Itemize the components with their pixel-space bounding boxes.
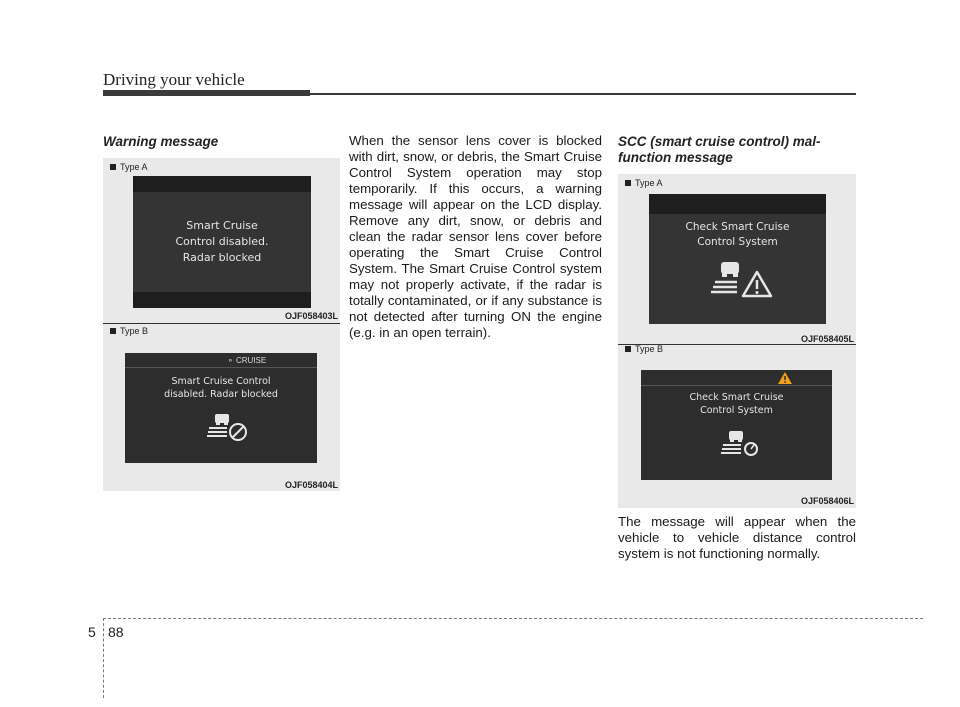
footer-rule bbox=[103, 618, 923, 619]
lcd-message bbox=[641, 391, 832, 417]
cruise-status-label: CRUISE bbox=[235, 356, 267, 365]
page-number: 88 bbox=[108, 624, 124, 640]
lcd-screen-type-b bbox=[641, 370, 832, 480]
type-b-text: Type B bbox=[635, 344, 664, 354]
lcd-message-line: Check Smart Cruise bbox=[689, 392, 784, 403]
figure-divider bbox=[103, 323, 340, 324]
lcd-message-line: Control disabled. bbox=[175, 235, 269, 248]
warning-figure-panel bbox=[103, 158, 340, 491]
lcd-screen-type-b bbox=[125, 353, 317, 463]
figure-code: OJF058406L bbox=[800, 496, 854, 506]
lcd-message-line: disabled. Radar blocked bbox=[164, 389, 278, 400]
lcd-message-line: Radar blocked bbox=[182, 251, 262, 264]
type-b-label bbox=[625, 344, 663, 354]
status-divider bbox=[125, 367, 317, 368]
running-header: Driving your vehicle bbox=[103, 70, 245, 89]
malfunction-figure-panel bbox=[618, 174, 856, 508]
type-b-label bbox=[110, 326, 148, 336]
type-a-text: Type A bbox=[120, 162, 148, 172]
type-a-label bbox=[625, 178, 663, 188]
lcd-message-line: Control System bbox=[700, 405, 773, 416]
bullet-square-icon bbox=[625, 346, 631, 352]
figure-code: OJF058403L bbox=[284, 311, 338, 321]
cruise-gauge-icon: ⚬ bbox=[227, 356, 234, 365]
type-a-label bbox=[110, 162, 148, 172]
header-bar bbox=[103, 90, 310, 96]
lcd-message bbox=[649, 220, 826, 250]
bullet-square-icon bbox=[110, 164, 116, 170]
type-a-text: Type A bbox=[635, 178, 663, 188]
bullet-square-icon bbox=[110, 328, 116, 334]
heading-line: function message bbox=[618, 150, 733, 165]
cruise-status bbox=[227, 356, 266, 365]
bullet-square-icon bbox=[625, 180, 631, 186]
status-divider bbox=[641, 385, 832, 386]
lcd-message-line: Control System bbox=[697, 236, 778, 248]
amber-warning-icon bbox=[778, 372, 792, 384]
lcd-message-line: Smart Cruise Control bbox=[171, 376, 271, 387]
malfunction-paragraph: The message will appear when the vehicle to vehicle distance control system is not functioning normally. bbox=[618, 514, 856, 561]
figure-code: OJF058405L bbox=[800, 334, 854, 344]
footer-vertical-rule bbox=[103, 618, 104, 698]
header-rule bbox=[310, 93, 856, 95]
lcd-screen-type-a bbox=[133, 176, 311, 308]
sensor-blocked-paragraph: When the sensor lens cover is blocked with dirt, snow, or debris, the Smart Cruise Control System operation may stop temporarily. If this occurs, a warning message will appear on the LCD display. Remove any dirt, snow, or debris and clean the radar sensor lens cover before operating the Smart Cruise Control System. The Smart Cruise Control system may not properly activate, if the radar is totally contaminated, or if any substance is not detected after turning ON the engine (e.g. in an open terrain). bbox=[349, 133, 602, 340]
scc-malfunction-icon bbox=[721, 428, 761, 458]
lcd-message-line: Check Smart Cruise bbox=[685, 221, 790, 233]
lcd-message-line: Smart Cruise bbox=[186, 219, 258, 232]
warning-message-heading: Warning message bbox=[103, 134, 219, 149]
lcd-screen-type-a bbox=[649, 194, 826, 324]
malfunction-heading bbox=[618, 134, 858, 166]
radar-blocked-icon bbox=[207, 411, 251, 443]
lcd-message bbox=[125, 375, 317, 401]
chapter-number: 5 bbox=[88, 624, 96, 640]
heading-line: SCC (smart cruise control) mal- bbox=[618, 134, 821, 149]
figure-code: OJF058404L bbox=[284, 480, 338, 490]
type-b-text: Type B bbox=[120, 326, 149, 336]
scc-malfunction-warning-icon bbox=[711, 260, 773, 300]
lcd-message bbox=[133, 218, 311, 266]
